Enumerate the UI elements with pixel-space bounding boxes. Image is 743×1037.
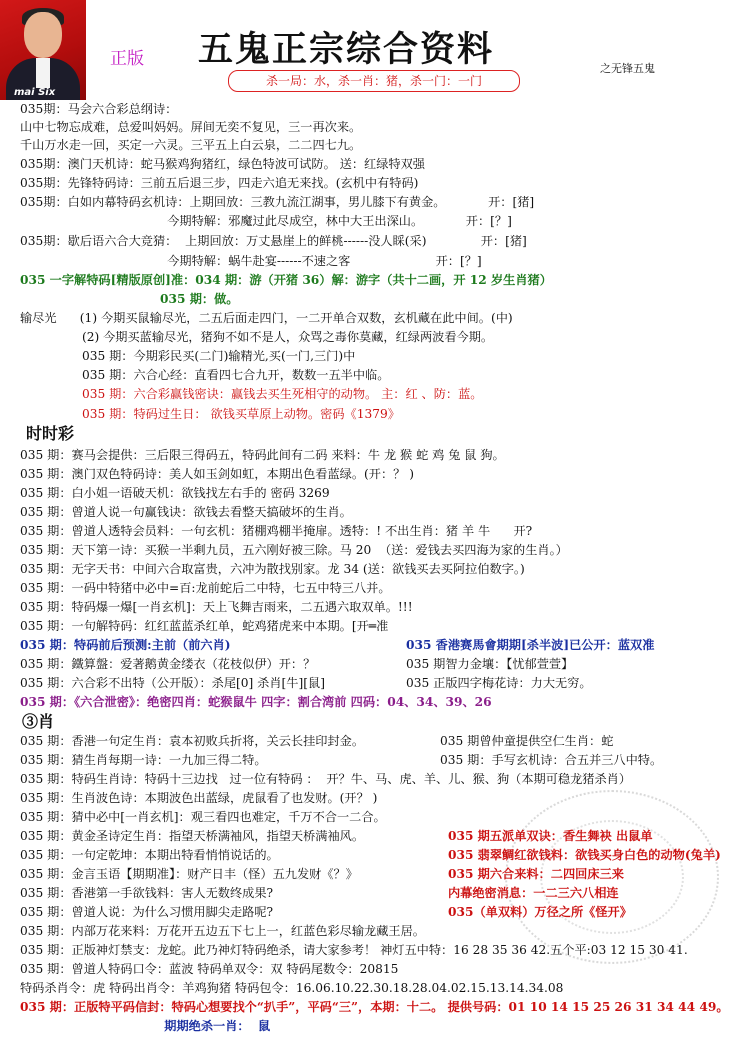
author-avatar [0, 0, 86, 100]
kill-banner: 杀一局：水，杀一肖：猪，杀一门：一门 [228, 70, 520, 92]
section-xiao: ③肖 [22, 712, 55, 731]
text-line: 035 期：无字天书：中间六合取富贵，六冲为散找别家。龙 34 (送：欲钱买去买阿拉伯数字。) [20, 562, 525, 576]
text-line: 035 期：一码中特猪中必中=百:龙前蛇后二中特，七五中特三八并。 [20, 581, 391, 595]
text-line: 035 期：今期彩民买(二门)输精光,买(一门,三门)中 [20, 349, 356, 363]
text-line: 035 期：内部万花来料：万花开五边五下七上一，红蓝色彩尽输龙藏王居。 [20, 924, 425, 938]
text-line: 035 期：《六合泄密》：绝密四肖：蛇猴鼠牛 四字：割合湾前 四码：04、34、39、26 [20, 695, 492, 709]
text-line: 千山万水走一回，买定一六灵。三平五上白云泉，二二四七九。 [20, 138, 362, 152]
text-line: 035期：先锋特码诗：三前五后退三步，四走六追无来找。(玄机中有特码) [20, 176, 419, 190]
text-line-right: 035 香港赛馬會期期[杀半波]已公开：蓝双准 [406, 638, 655, 652]
text-line: 035 期：特码过生日： 欲钱买草原上动物。密码《1379》 [20, 407, 400, 421]
text-line: 期期绝杀一肖： 鼠 [20, 1019, 271, 1033]
text-line: 035 期：猜中必中[一肖玄机]：观三看四也难定，千万不合一二合。 [20, 810, 386, 824]
text-line: 035 一字解特码[精版原创]准：034 期：游（开猪 36）解：游字（共十二画，开 12 岁生肖猪） [20, 273, 552, 287]
text-line: 035 期：做。 [20, 292, 239, 306]
text-line: 035 期：曾道人透特会员料：一句玄机：猪棚鸡棚半掩扉。透特：! 不出生肖：猪 羊 牛 开? [20, 524, 533, 538]
text-line: 035 期：曾道人说一句赢钱诀：欲钱去看整天搞破坏的生肖。 [20, 505, 352, 519]
text-line-right: 035 期：手写玄机诗：合五并三八中特。 [440, 753, 663, 767]
text-line-right: 035 正版四字梅花诗：力大无穷。 [406, 676, 592, 690]
avatar-shirt [36, 58, 50, 88]
text-line-right: 035 期曾仲童提供空仁生肖：蛇 [440, 734, 614, 748]
text-line-right: 035 期六合来料：二四回床三来 [448, 867, 624, 881]
text-line: 035 期：白小姐一语破天机：欲钱找左右手的 密码 3269 [20, 486, 330, 500]
text-line: 035 期：正版神灯禁支：龙蛇。此乃神灯特码绝杀，请大家参考！ 神灯五中特：16 28 35 36 42.五个平:03 12 15 30 41. [20, 943, 688, 957]
text-line: 035 期：天下第一诗：买猴一半剩九员，五六刚好被三除。马 20 （送：爱钱去买四海为家的生肖。） [20, 543, 568, 557]
text-line: 035 期：赛马会提供：三后限三得码五，特码此间有二码 来料：牛 龙 猴 蛇 鸡 兔 鼠 狗。 [20, 448, 505, 462]
text-line: 035 期：金言玉语【期期准】：财产日丰（怪）五九发财《？》 [20, 867, 358, 881]
text-line: 035 期：鐵算盤：爱著鹅黄金缕衣（花枝似伊）开：？ [20, 657, 316, 671]
text-line: 035 期：特码爆一爆[一肖玄机]：天上飞舞吉雨来，二五遇六取双单。!!! [20, 600, 413, 614]
text-line: 035 期：曾道人特码口令：蓝波 特码单双令：双 特码尾数令：20815 [20, 962, 399, 976]
text-line: 035 期：六合彩赢钱密诀：赢钱去买生死相守的动物。 主：红 、防：蓝。 [20, 387, 483, 401]
text-line: 035 期：生肖波色诗：本期波色出蓝绿，虎鼠看了也发财。(开？ ) [20, 791, 378, 805]
avatar-tag: mai Six [14, 87, 56, 98]
text-line: 035 期：特码前后预测:主前（前六肖) [20, 638, 231, 652]
text-line: 035 期：猜生肖每期一诗：一九加三得二特。 [20, 753, 267, 767]
text-line-right: 035 期智力金壤：【忧郁萱萱】 [406, 657, 574, 671]
avatar-face [24, 12, 62, 58]
edition-label: 正版 [110, 49, 144, 69]
text-line: 035 期：六合彩不出特（公开版）：杀尾[0] 杀肖[牛][鼠] [20, 676, 325, 690]
text-line-right: 035（单双料）万径之所《怪开》 [448, 905, 632, 919]
text-line: 035 期：黄金圣诗定生肖：指望天桥满袖风，指望天桥满袖风。 [20, 829, 365, 843]
text-line: 今期特解：邪魔过此尽成空，林中大王出深山。 开：[？] [20, 214, 512, 228]
text-line-right: 035 期五派单双诀：香生舞袂 出鼠单 [448, 829, 653, 843]
text-line: 035 期：香港一句定生肖：袁本初败兵折将，关云长挂印封金。 [20, 734, 365, 748]
text-line: 035 期：一句解特码：红红蓝蓝杀红单，蛇鸡猪虎来中本期。[开═准 [20, 619, 389, 633]
text-line: 035期：澳门天机诗：蛇马猴鸡狗猪红，绿色特波可试防。 送：红绿特双强 [20, 157, 425, 171]
text-line: 035 期：特码生肖诗：特码十三边找 过一位有特码 ： 开？牛、马、虎、羊、儿、猴、狗（本期可稳龙猪杀肖） [20, 772, 632, 786]
text-line: 035 期：一句定乾坤：本期出特看悄悄说话的。 [20, 848, 279, 862]
author-label: 之无锋五鬼 [600, 62, 655, 75]
text-line: 今期特解：蜗牛赴宴------不速之客 开：[？] [20, 254, 482, 268]
text-line: (2) 今期买蓝输尽光，猪狗不如不是人，众骂之毒你莫藏，红绿两波看今期。 [20, 330, 494, 344]
text-line: 035期：马会六合彩总纲诗： [20, 102, 178, 116]
text-line-right: 内幕绝密消息：一二三六八相连 [448, 886, 619, 900]
text-line: 035期：白如内幕特码玄机诗：上期回放：三教九流江湖事，男儿膝下有黄金。 开：[猪] [20, 195, 535, 209]
text-line: 035 期：六合心经：直看四七合九开，数数一五半中临。 [20, 368, 390, 382]
text-line: 035期：歇后语六合大竞猜： 上期回放：万丈悬崖上的鲜桃------没人睬(采) 开：[猪] [20, 234, 527, 248]
text-line: 输尽光 (1) 今期买鼠输尽光，二五后面走四门，一二开单合双数，玄机藏在此中间。(中) [20, 311, 513, 325]
page-title: 五鬼正宗综合资料 [198, 29, 495, 70]
text-line: 特码杀肖令：虎 特码出肖令：羊鸡狗猪 特码包令：16.06.10.22.30.18.28.04.02.15.13.14.34.08 [20, 981, 564, 995]
text-line: 035 期：澳门双色特码诗：美人如玉剑如虹，本期出色看蓝绿。(开：？ ) [20, 467, 414, 481]
text-line: 035 期：曾道人说：为什么习惯用脚尖走路呢? [20, 905, 274, 919]
text-line: 035 期：香港第一手欲钱料：害人无数终成果? [20, 886, 274, 900]
text-line: 035 期：正版特平码信封：特码心想要找个“扒手”，平码“三”，本期：十二。 提供号码：01 10 14 15 25 26 31 34 44 49。 [20, 1000, 729, 1014]
section-shishi: 时时彩 [26, 424, 75, 443]
text-line-right: 035 翡翠鲷红欲钱料：欲钱买身白色的动物(兔羊) [448, 848, 721, 862]
text-line: 山中七物忘成难，总爱叫妈妈。屏间无奕不复见，三一再次来。 [20, 120, 362, 134]
